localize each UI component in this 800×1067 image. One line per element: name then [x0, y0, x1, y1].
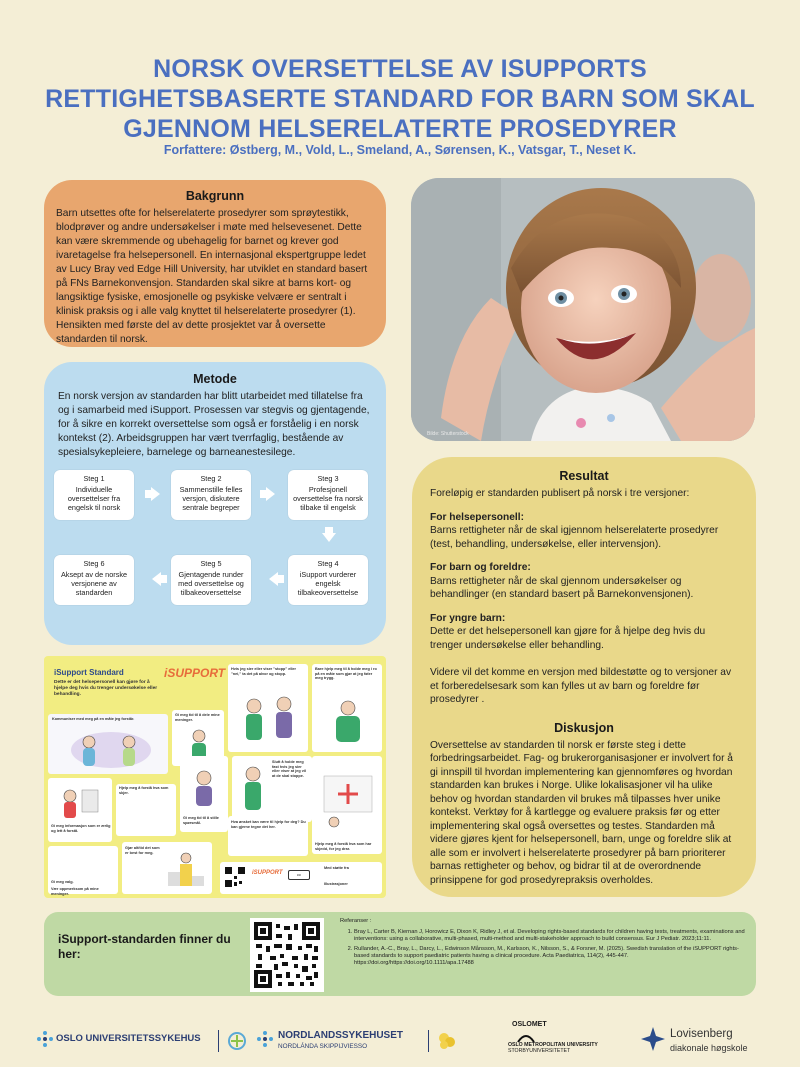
references-title: Referanser :	[340, 918, 372, 924]
version-2-title: For barn og foreldre:	[430, 562, 531, 573]
flyer-stop-icon	[234, 686, 304, 748]
oslomet-logo-text: OSLO METROPOLITAN UNIVERSITY	[508, 1042, 598, 1048]
ous-logo-text: OSLO UNIVERSITETSSYKEHUS	[56, 1033, 201, 1044]
references	[340, 918, 750, 970]
metode-text: En norsk versjon av standarden har blitt utarbeidet med tillatelse fra og i samarbeid med iSupport. Prosessen var stegvis og gjentagende, for å sikre en korrekt oversettelse som også er forståelig i en norsk kontekst (2). Arbeidsgruppen har vært tverrfaglig, bestående av spesialsykepleiere, barnelege og barneanestesilege.	[58, 391, 370, 458]
flyer-child-icon	[236, 764, 270, 816]
poster-title	[0, 54, 800, 144]
flyer-text-7: Gi meg tid til å stille spørsmål.	[183, 816, 219, 825]
nordland-logo-subtext: NORDLÁNDA SKIPPIJVIESSO	[278, 1043, 368, 1050]
step-5	[171, 555, 251, 605]
qr-code-icon	[254, 922, 320, 988]
reference-2: 2. Rullander, A.-C., Bray, L., Darcy, L., Edwinson Månsson, M., Karlsson, K., Nilsson, S., & Forsner, M. (2025). Swedish translation of the iSUPPORT rights-based standards to support paediatric patients having a clinical procedure. Acta Paediatrica, 114(2), 445-447. https://doi.org/https://doi.org/10.1111/apa.17488	[354, 946, 750, 967]
logo-divider	[218, 1030, 219, 1052]
isupport-flyer	[44, 656, 386, 898]
step-6-text: Aksept av de norske versjonene av standarden	[60, 570, 128, 597]
flyer-question-icon	[186, 768, 222, 810]
version-3-text: Dette er det helsepersonell kan gjøre for å hjelpe deg hvis du trenger undersøkelse eller behandling.	[430, 626, 706, 651]
flyer-text-11: Gi meg valg.	[51, 880, 74, 884]
flyer-text-10: Hjelp meg å forstå hva som har skjedd, for jeg drar.	[315, 842, 372, 851]
qr-code[interactable]	[250, 918, 324, 992]
process-steps	[54, 470, 376, 610]
resultat-intro: Foreløpig er standarden publisert på norsk i tre versjoner:	[430, 488, 690, 499]
step-1-title: Steg 1	[83, 474, 105, 483]
flower-logo-icon	[436, 1030, 458, 1052]
version-1-title: For helsepersonell:	[430, 511, 524, 523]
arrow-left-1-tail	[278, 575, 284, 583]
future-text: Videre vil det komme en versjon med bildestøtte og to versjoner av et forberedelsesark som kan fylles ut av barn og foreldre før prosedyrer .	[430, 667, 732, 705]
lovisenberg-logo-subtext: diakonale høgskole	[670, 1043, 748, 1053]
bakgrunn-heading: Bakgrunn	[185, 189, 245, 203]
title-line-3: GJENNOM HELSERELATERTE PROSEDYRER	[123, 115, 677, 143]
oslomet-wordmark: OSLOMET	[512, 1021, 547, 1028]
arrow-right-icon	[266, 487, 275, 501]
step-6	[54, 555, 134, 605]
lovisenberg-logo-text: Lovisenberg	[670, 1028, 733, 1040]
step-2-title: Steg 2	[200, 474, 222, 483]
arrow-left-2-tail	[161, 575, 167, 583]
diskusjon-text: Oversettelse av standarden til norsk er første steg i dette forbedringsarbeidet. Fag- og brukerorganisasjoner er involvert for å gi innspill til hvordan implementering kan gjennomføres og hvordan standarden kan brukes i Norge. Ulike lokalisasjoner vil ha ulike behov og hvordan standarden vil brukes må tilpasses hver unike kontekst. Verktøy for å kartlegge og evaluere praksis før og etter implementering skal også oversettes og testes. Standarden må videre gjøres kjent for helsepersonell, barn, unge og foreldre slik at alle som er involvert i helserelaterte prosedyrer på barn prioriterer barnas rettigheter og behov, og bidrar til at de overordnende prinsippene for god prosedyrepraksis overholdes.	[430, 739, 733, 886]
flyer-small-logo: iSUPPORT	[252, 870, 283, 876]
metode-heading: Metode	[193, 372, 237, 386]
resultat-section	[412, 457, 756, 897]
step-2	[171, 470, 251, 520]
version-1-text: Barns rettigheter når de skal igjennom helserelaterte prosedyrer (test, behandling, undersøkelse, eller intervensjon).	[430, 525, 719, 550]
flyer-text-9: Hva ønsket kan være til hjelp for deg? Du kan gjerne tegne det her.	[231, 820, 306, 829]
version-2-text: Barns rettigheter når de skal gjennom undersøkelser og behandlinger (en standard basert på Barnekonvensjonen).	[430, 575, 694, 600]
step-3	[288, 470, 368, 520]
oslomet-arc-icon	[516, 1030, 536, 1044]
flyer-text-12: Gjør alt/tid det som er best for meg.	[125, 846, 160, 855]
flyer-text-8: Slutt å holde meg fast hvis jeg sier eller viser at jeg vil at de skal stoppe.	[272, 760, 306, 778]
bakgrunn-section	[44, 180, 386, 347]
flyer-subtitle: Dette er det helsepersonell kan gjøre for å hjelpe deg hvis du trenger undersøkelse eller behandling.	[54, 680, 158, 697]
creative-commons-icon: cc	[288, 870, 310, 880]
flyer-qr-code-icon	[224, 866, 246, 888]
child-photo	[411, 178, 755, 441]
ous-sub-logo-icon	[226, 1030, 248, 1052]
resultat-heading: Resultat	[559, 469, 609, 483]
flyer-text-13: Vær oppmerksom på mine meninger.	[51, 887, 99, 896]
arrow-left-icon	[269, 572, 278, 586]
nordland-dots-icon	[256, 1030, 274, 1048]
nordland-logo-text: NORDLANDSSYKEHUSET	[278, 1030, 404, 1041]
footer-band	[44, 912, 756, 996]
flyer-text-15: Illustrasjoner	[324, 882, 348, 886]
flyer-hold-icon	[318, 694, 378, 748]
flyer-podium-icon	[164, 850, 208, 890]
title-line-1: NORSK OVERSETTELSE AV ISUPPORTS	[153, 55, 647, 83]
oslomet-logo-subtext: STORBYUNIVERSITETET	[508, 1048, 571, 1054]
flyer-text-5: Gi meg informasjon som er ærlig og lett å forstå.	[51, 824, 111, 833]
step-1	[54, 470, 134, 520]
arrow-down-icon	[322, 533, 336, 542]
photo-credit: Bilde: Shutterstock	[427, 431, 469, 437]
step-1-text: Individuelle oversettelser fra engelsk til norsk	[67, 485, 121, 512]
arrow-left-icon	[152, 572, 161, 586]
bakgrunn-text: Barn utsettes ofte for helserelaterte prosedyrer som sprøytestikk, blodprøver og andre undersøkelser i møte med helsevesenet. Dette kan være skremmende og ubehagelig for barnet og krever god ivaretagelse fra helsepersonell. En internasjonal ekspertgruppe ledet av Lucy Bray ved Edge Hill University, har utviklet en standard basert på FNs Barnekonvensjon. Standarden skal sikre at barns kort- og langsiktige fysiske, emosjonelle og psykiske velvære er sentralt i klinisk praksis og i alle valg knyttet til helserelaterte prosedyrer (1). Hensikten med første del av dette prosjektet var å oversette standarden til norsk.	[56, 208, 368, 345]
step-3-text: Profesjonell oversettelse fra norsk tilbake til engelsk	[293, 485, 363, 512]
flyer-info-icon	[56, 782, 104, 822]
reference-1: 1. Bray L, Carter B, Kiernan J, Horowicz E, Dixon K, Ridley J, et al. Developing rights-based standards for children having tests, treatments, examinations and interventions: using a collaborative, multi-phased, multi-method and multi-stakeholder approach to build consensus. Eur J Pediatr. 2023;11:11.	[354, 929, 750, 943]
flyer-text-6: Hjelp meg å forstå hva som skjer.	[119, 786, 169, 795]
child-illustration	[411, 178, 755, 441]
flyer-title: iSupport Standard	[54, 668, 124, 677]
title-line-2: RETTIGHETSBASERTE STANDARD FOR BARN SOM SKAL	[45, 85, 755, 113]
logo-divider	[428, 1030, 429, 1052]
step-6-title: Steg 6	[83, 559, 105, 568]
flyer-text-2: Gi meg tid til å dele mine meninger.	[175, 713, 220, 722]
step-4	[288, 555, 368, 605]
isupport-logo: iSUPPORT	[164, 666, 226, 680]
arrow-right-icon	[151, 487, 160, 501]
lovisenberg-cross-icon	[640, 1026, 666, 1052]
flyer-text-3: Hvis jeg sier eller viser "stopp" eller "nei," ta det på alvor og stopp.	[231, 667, 297, 676]
step-5-text: Gjentagende runder med oversettelse og tilbakeoversettelse	[178, 570, 244, 597]
flyer-figures-icon	[64, 728, 159, 770]
flyer-text-1: Kommuniser med meg på en måte jeg forstår.	[52, 717, 135, 721]
step-4-text: iSupport vurderer engelsk tilbakeoversettelse	[297, 570, 359, 597]
version-3-title: For yngre barn:	[430, 612, 506, 624]
diskusjon-heading: Diskusjon	[554, 720, 614, 735]
step-2-text: Sammenstille felles versjon, diskutere sentrale begreper	[179, 485, 243, 512]
authors: Forfattere: Østberg, M., Vold, L., Smeland, A., Sørensen, K., Vatsgar, T., Neset K.	[163, 143, 637, 157]
find-standard-text: iSupport-standarden finner du her:	[58, 932, 231, 961]
flyer-text-4: Bare hjelp meg til å holde meg i ro på en måte som gjør at jeg føler meg trygg.	[315, 667, 377, 681]
flyer-text-14: Med støtte fra	[324, 866, 349, 870]
references-list	[340, 929, 750, 967]
step-4-title: Steg 4	[317, 559, 339, 568]
step-5-title: Steg 5	[200, 559, 222, 568]
flyer-plus-icon	[320, 766, 376, 836]
step-3-title: Steg 3	[317, 474, 339, 483]
metode-section	[44, 362, 386, 645]
ous-dots-icon	[36, 1030, 54, 1048]
